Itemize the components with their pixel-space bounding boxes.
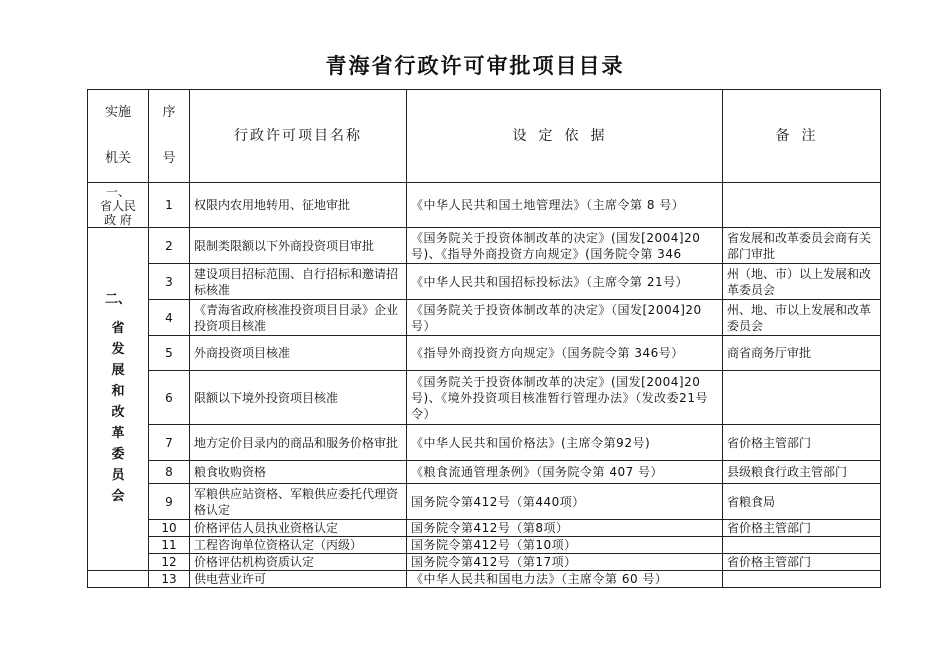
row-note: 省价格主管部门 xyxy=(723,425,881,461)
table-row xyxy=(88,371,881,425)
table-row xyxy=(88,228,881,264)
row-seq: 2 xyxy=(149,228,190,264)
header-row xyxy=(88,90,881,183)
row-basis: 《中华人民共和国价格法》(主席令第92号) xyxy=(407,425,723,461)
row-name: 外商投资项目核准 xyxy=(190,336,407,371)
page-title: 青海省行政许可审批项目目录 xyxy=(325,53,625,78)
row-seq: 9 xyxy=(149,484,190,520)
row-seq: 6 xyxy=(149,371,190,425)
table-row xyxy=(88,183,881,228)
row-note: 省发展和改革委员会商有关部门审批 xyxy=(723,228,881,264)
row-name: 工程咨询单位资格认定（丙级） xyxy=(190,537,407,554)
header-name: 行政许可项目名称 xyxy=(190,90,407,183)
row-basis: 《指导外商投资方向规定》（国务院令第 346号） xyxy=(407,336,723,371)
row-basis: 国务院令第412号（第17项） xyxy=(407,554,723,571)
row-name: 价格评估机构资质认定 xyxy=(190,554,407,571)
row-note: 县级粮食行政主管部门 xyxy=(723,461,881,484)
header-note: 备注 xyxy=(723,90,881,183)
row-seq: 1 xyxy=(149,183,190,228)
table-row xyxy=(88,264,881,300)
row-basis: 《中华人民共和国土地管理法》（主席令第 8 号） xyxy=(407,183,723,228)
row-basis: 《中华人民共和国招标投标法》（主席令第 21号） xyxy=(407,264,723,300)
row-note xyxy=(723,183,881,228)
row-note: 省价格主管部门 xyxy=(723,520,881,537)
row-name: 《青海省政府核准投资项目目录》企业投资项目核准 xyxy=(190,300,407,336)
header-seq: 序 号 xyxy=(149,90,190,183)
header-org: 实施 机关 xyxy=(88,90,149,183)
row-note xyxy=(723,537,881,554)
table-row xyxy=(88,461,881,484)
table-row xyxy=(88,300,881,336)
row-note: 州、地、市以上发展和改革委员会 xyxy=(723,300,881,336)
row-basis: 国务院令第412号（第8项） xyxy=(407,520,723,537)
row-name: 粮食收购资格 xyxy=(190,461,407,484)
row-basis: 《粮食流通管理条例》（国务院令第 407 号） xyxy=(407,461,723,484)
row-seq: 12 xyxy=(149,554,190,571)
row-seq: 3 xyxy=(149,264,190,300)
row-name: 价格评估人员执业资格认定 xyxy=(190,520,407,537)
table-row xyxy=(88,537,881,554)
row-name: 限制类限额以下外商投资项目审批 xyxy=(190,228,407,264)
row-seq: 5 xyxy=(149,336,190,371)
row-basis: 《中华人民共和国电力法》（主席令第 60 号） xyxy=(407,571,723,588)
row-basis: 国务院令第412号（第10项） xyxy=(407,537,723,554)
row-name: 权限内农用地转用、征地审批 xyxy=(190,183,407,228)
row-seq: 7 xyxy=(149,425,190,461)
table-row xyxy=(88,571,881,588)
row-basis: 《国务院关于投资体制改革的决定》（国发[2004]20 号） xyxy=(407,300,723,336)
org-development-reform-commission: 二、 省发展和改革委员会 xyxy=(88,228,149,571)
row-seq: 8 xyxy=(149,461,190,484)
row-seq: 4 xyxy=(149,300,190,336)
row-note xyxy=(723,371,881,425)
row-basis: 《国务院关于投资体制改革的决定》(国发[2004]20号)、《境外投资项目核准暂行管理办法》（发改委21号令） xyxy=(407,371,723,425)
header-basis: 设定依据 xyxy=(407,90,723,183)
approval-table xyxy=(87,89,881,588)
row-name: 军粮供应站资格、军粮供应委托代理资格认定 xyxy=(190,484,407,520)
row-name: 供电营业许可 xyxy=(190,571,407,588)
row-name: 地方定价目录内的商品和服务价格审批 xyxy=(190,425,407,461)
row-note: 州（地、市）以上发展和改革委员会 xyxy=(723,264,881,300)
table-row xyxy=(88,336,881,371)
row-seq: 10 xyxy=(149,520,190,537)
row-basis: 国务院令第412号（第440项） xyxy=(407,484,723,520)
org-empty-cell xyxy=(88,571,149,588)
row-name: 限额以下境外投资项目核准 xyxy=(190,371,407,425)
table-row xyxy=(88,484,881,520)
row-note: 省粮食局 xyxy=(723,484,881,520)
table-row xyxy=(88,425,881,461)
row-note: 商省商务厅审批 xyxy=(723,336,881,371)
row-seq: 13 xyxy=(149,571,190,588)
row-note xyxy=(723,571,881,588)
row-basis: 《国务院关于投资体制改革的决定》(国发[2004]20号)、《指导外商投资方向规定》(国务院令第 346 xyxy=(407,228,723,264)
row-seq: 11 xyxy=(149,537,190,554)
row-name: 建设项目招标范围、自行招标和邀请招标核准 xyxy=(190,264,407,300)
row-note: 省价格主管部门 xyxy=(723,554,881,571)
table-row xyxy=(88,520,881,537)
table-row xyxy=(88,554,881,571)
org-provincial-government: 一、 省人民 政 府 xyxy=(88,183,149,228)
